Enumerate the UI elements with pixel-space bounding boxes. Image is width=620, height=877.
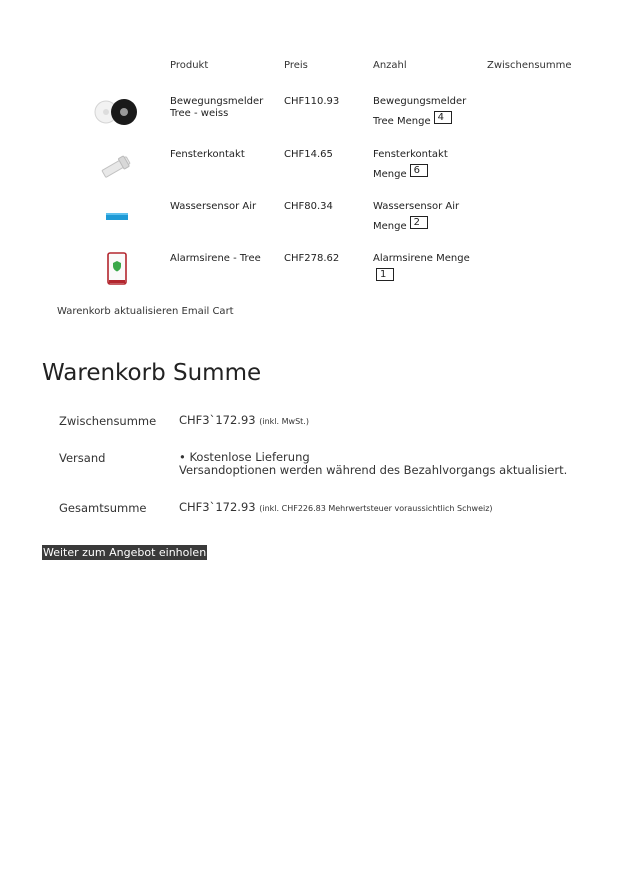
quantity-label: Bewegungsmelder Tree Menge [373,96,467,127]
header-price: Preis [284,60,308,71]
total-tax-note: (inkl. CHF226.83 Mehrwertsteuer voraussichtlich Schweiz) [259,504,493,513]
product-price: CHF14.65 [284,149,333,160]
cart-row [0,149,620,199]
cart-row [0,253,620,303]
quantity-input[interactable]: 4 [434,111,452,124]
quantity-cell [373,249,483,288]
quantity-cell [373,92,483,131]
window-contact-icon[interactable] [92,149,140,185]
cart-row [0,201,620,251]
cart-row [0,96,620,146]
subtotal-label: Zwischensumme [59,414,157,428]
product-name[interactable]: Fensterkontakt [170,149,245,160]
total-label: Gesamtsumme [59,501,147,515]
product-price: CHF80.34 [284,201,333,212]
total-value [179,501,493,515]
subtotal-tax-note: (inkl. MwSt.) [259,417,309,426]
header-quantity: Anzahl [373,60,407,71]
product-name[interactable]: Alarmsirene - Tree [170,253,261,264]
email-cart-button[interactable]: Email Cart [181,306,234,317]
motion-detector-icon[interactable] [92,96,140,132]
quantity-input[interactable]: 1 [376,268,394,281]
cart-actions [57,306,234,317]
quantity-input[interactable]: 2 [410,216,428,229]
product-name[interactable]: Bewegungsmelder Tree - weiss [170,96,264,119]
header-product: Produkt [170,60,209,71]
product-name[interactable]: Wassersensor Air [170,201,257,212]
shipping-label: Versand [59,451,106,465]
quantity-label: Alarmsirene Menge [373,253,470,264]
shipping-note: Versandoptionen werden während des Bezahlvorgangs aktualisiert. [179,463,568,477]
cart-totals-title: Warenkorb Summe [42,360,262,386]
subtotal-value [179,414,309,428]
quantity-label: Wassersensor Air Menge [373,201,460,232]
shipping-option: • Kostenlose Lieferung [179,450,310,464]
quantity-cell [373,145,483,184]
proceed-to-quote-button[interactable]: Weiter zum Angebot einholen [43,546,207,559]
shipping-value [179,451,567,477]
subtotal-amount: CHF3`172.93 [179,413,256,427]
water-sensor-icon[interactable] [92,197,140,233]
alarm-siren-icon[interactable] [92,251,140,287]
total-amount: CHF3`172.93 [179,500,256,514]
product-price: CHF278.62 [284,253,340,264]
update-cart-button[interactable]: Warenkorb aktualisieren [57,306,179,317]
quantity-label: Fensterkontakt Menge [373,149,448,180]
header-subtotal: Zwischensumme [487,60,572,71]
quantity-input[interactable]: 6 [410,164,428,177]
quantity-cell [373,197,483,236]
product-price: CHF110.93 [284,96,340,107]
